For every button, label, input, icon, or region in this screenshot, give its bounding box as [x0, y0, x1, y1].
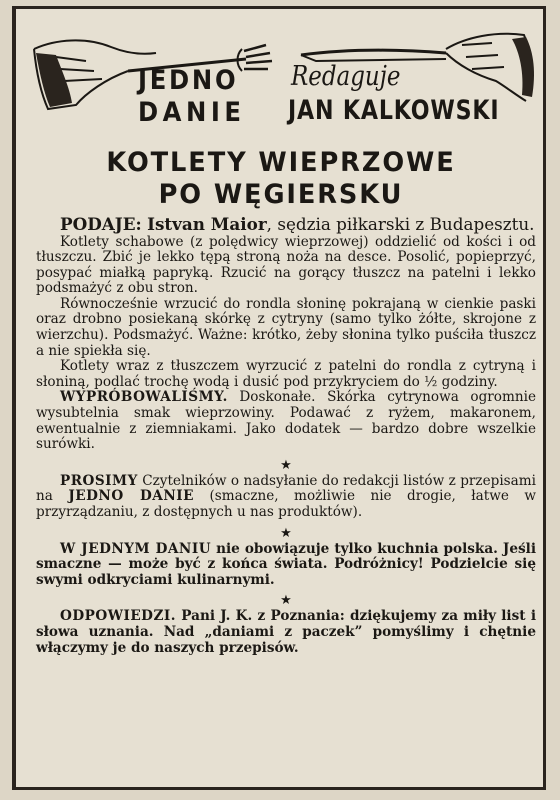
lead-paragraph: [36, 215, 536, 234]
lead-label: PODAJE:: [60, 214, 142, 234]
paragraph-2: Równocześnie wrzucić do rondla słoninę pokrajaną w cienkie paski oraz drobno posiekaną skórkę z cytryny (samo tylko żółte, skrojone z wierzchu). Podsmażyć. Ważne: krótko, żeby słonina tylko puściła tłuszcz a nie spiekła się.: [36, 295, 536, 359]
paragraph-3: Kotlety wraz z tłuszczem wyrzucić z patelni do rondla z cytryną i słoniną, podlać trochę wodą i dusić pod przykryciem do ½ godziny.: [36, 358, 536, 390]
header-redaguje: Redaguje: [291, 61, 401, 92]
notice-prosimy-label: PROSIMY: [60, 472, 138, 489]
star-divider-icon: ★: [280, 593, 292, 609]
article-body: [36, 215, 536, 656]
lead-name: Istvan Maior: [147, 214, 267, 234]
recipe-title-line1: KOTLETY WIEPRZOWE: [106, 147, 456, 178]
header-danie: DANIE: [138, 97, 246, 128]
recipe-title-line2: PO WĘGIERSKU: [158, 179, 404, 210]
header-jedno: JEDNO: [138, 65, 239, 96]
notice-jednym-daniu-rest: nie obowiązuje tylko kuchnia polska. Jeśli smaczne — może być z końca świata. Podróżnicy! Podzielcie się swymi odkryciami kulinarnymi.: [36, 540, 536, 588]
header-editor: JAN KALKOWSKI: [288, 95, 500, 126]
notice-jednym-daniu-label: W JEDNYM DANIU: [60, 540, 212, 557]
notice-jednym-daniu: [36, 542, 536, 589]
star-divider-icon: ★: [280, 457, 292, 473]
column-header: [16, 9, 546, 139]
notice-prosimy: [36, 474, 536, 521]
paragraph-4: [36, 390, 536, 452]
notice-prosimy-a: Czytelników o nadsyłanie do redakcji listów z przepisami na: [36, 472, 536, 505]
notice-prosimy-em: JEDNO DANIE: [68, 488, 194, 505]
lead-rest: , sędzia piłkarski z Budapesztu.: [266, 214, 535, 234]
paragraph-4-label: WYPRÓBOWALIŚMY.: [60, 389, 228, 406]
notice-prosimy-b: (smaczne, możliwie nie drogie, łatwe w przyrządzaniu, z dostępnych u nas produktów).: [36, 488, 537, 520]
paragraph-4-rest: Doskonałe. Skórka cytrynowa ogromnie wysubtelnia smak wieprzowiny. Podawać z ryżem, makaronem, ewentualnie z ziemniakami. Jako dodatek — bardzo dobre wszelkie surówki.: [36, 389, 536, 453]
notice-odpowiedzi: [36, 609, 536, 656]
notice-odpowiedzi-rest: Pani J. K. z Poznania: dziękujemy za miły list i słowa uznania. Nad „daniami z paczek” pomyślimy i chętnie włączymy je do naszych przepisów.: [36, 608, 536, 656]
paragraph-1: Kotlety schabowe (z polędwicy wieprzowej) oddzielić od kości i od tłuszczu. Zbić je lekko tępą stroną noża na desce. Posolić, popieprzyć, posypać miałką papryką. Rzucić na gorący tłuszcz na patelni i lekko podsmażyć z obu stron.: [36, 233, 536, 297]
column-frame: [12, 6, 546, 790]
notice-odpowiedzi-label: ODPOWIEDZI.: [60, 608, 176, 625]
star-divider-icon: ★: [280, 525, 292, 541]
